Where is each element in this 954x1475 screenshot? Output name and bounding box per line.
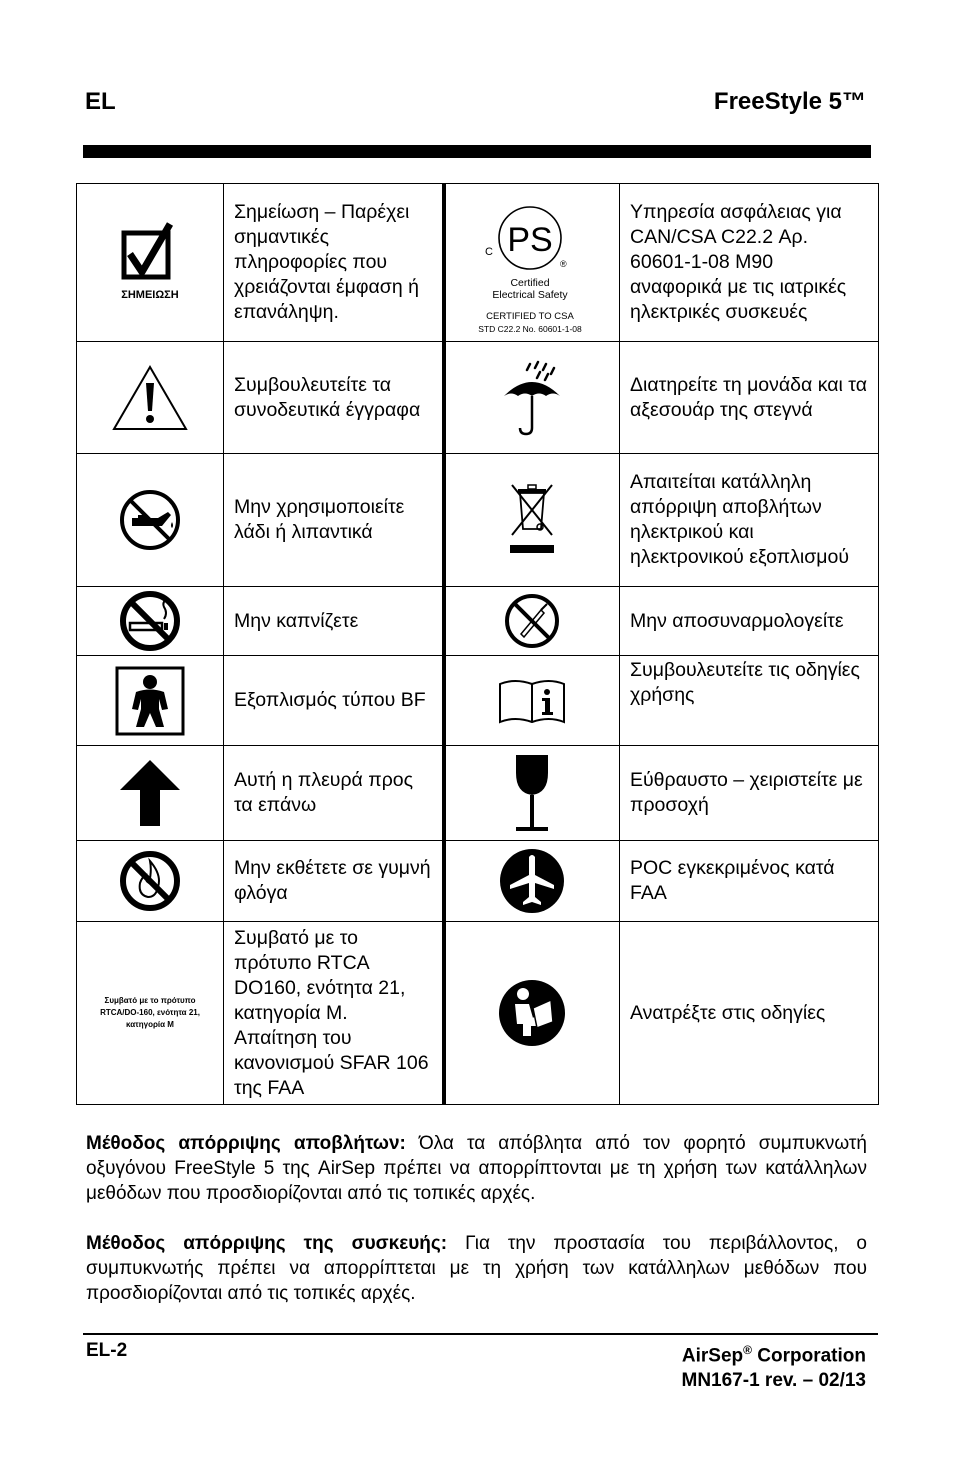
fragile-glass-icon xyxy=(444,746,620,841)
footer-company-name: AirSep xyxy=(681,1345,744,1367)
weee-bin-icon xyxy=(444,454,620,587)
csa-safety-text: Electrical Safety xyxy=(492,288,568,301)
symbol-row xyxy=(77,342,879,454)
note-check-icon xyxy=(77,184,224,342)
csa-registered-mark: ® xyxy=(560,258,567,269)
csa-certified-text: Certified xyxy=(510,276,550,289)
warning-triangle-icon xyxy=(77,342,224,454)
csa-certified-icon xyxy=(444,184,620,342)
symbol-row xyxy=(77,656,879,746)
symbol-description: Σημείωση – Παρέχει σημαντικές πληροφορίες που χρειάζονται έμφαση ή επανάληψη. xyxy=(224,184,444,342)
header-product-name: FreeStyle 5™ xyxy=(713,88,866,115)
device-disposal-paragraph xyxy=(86,1231,867,1306)
registered-mark: ® xyxy=(743,1343,752,1357)
type-bf-icon xyxy=(77,656,224,746)
csa-c-mark: C xyxy=(485,245,494,258)
symbol-description: Διατηρείτε τη μονάδα και τα αξεσουάρ της στεγνά xyxy=(620,342,879,454)
symbol-description: Εύθραυστο – χειριστείτε με προσοχή xyxy=(620,746,879,841)
symbol-description: Μην χρησιμοποιείτε λάδι ή λιπαντικά xyxy=(224,454,444,587)
symbol-row xyxy=(77,841,879,922)
symbol-description: Ανατρέξτε στις οδηγίες xyxy=(620,922,879,1105)
csa-ps-mark: PS xyxy=(507,220,553,259)
header-rule xyxy=(83,145,871,158)
symbols-table xyxy=(76,183,879,1105)
no-open-flame-icon xyxy=(77,841,224,922)
symbol-description: Μην αποσυναρμολογείτε xyxy=(620,587,879,656)
symbol-description: Απαιτείται κατάλληλη απόρριψη αποβλήτων ηλεκτρικού και ηλεκτρονικού εξοπλισμού xyxy=(620,454,879,587)
symbol-row xyxy=(77,746,879,841)
symbol-description: Συμβουλευτείτε τα συνοδευτικά έγγραφα xyxy=(224,342,444,454)
symbol-description: Μην καπνίζετε xyxy=(224,587,444,656)
header-language-code: EL xyxy=(85,88,116,115)
do-not-disassemble-icon xyxy=(444,587,620,656)
symbol-row xyxy=(77,454,879,587)
symbol-row xyxy=(77,922,879,1105)
symbol-row xyxy=(77,587,879,656)
symbol-description: Συμβατό με το πρότυπο RTCA DO160, ενότητα 21, κατηγορία M. Απαίτηση του κανονισμού SFAR 106 της FAA xyxy=(224,922,444,1105)
keep-dry-umbrella-icon xyxy=(444,342,620,454)
airplane-icon xyxy=(444,841,620,922)
symbol-row xyxy=(77,184,879,342)
footer-company xyxy=(682,1338,867,1368)
footer-doc-revision: MN167-1 rev. – 02/13 xyxy=(681,1370,866,1392)
csa-standard-text: STD C22.2 No. 60601-1-08 xyxy=(478,323,582,333)
no-smoking-icon xyxy=(77,587,224,656)
symbol-description: Συμβουλευτείτε τις οδηγίες χρήσης xyxy=(620,656,879,746)
footer-page-number: EL-2 xyxy=(86,1340,128,1361)
symbol-description: Υπηρεσία ασφάλειας για CAN/CSA C22.2 Αρ. 60601-1-08 M90 αναφορικά με τις ιατρικές ηλεκτρικές συσκευές xyxy=(620,184,879,342)
rtca-label-text: Συμβατό με το πρότυπο RTCA/DO-160, ενότητα 21, κατηγορία M xyxy=(100,996,200,1029)
note-icon-label: ΣΗΜΕΙΩΣΗ xyxy=(121,288,179,301)
symbol-description: Εξοπλισμός τύπου BF xyxy=(224,656,444,746)
footer-company-suffix: Corporation xyxy=(752,1345,866,1367)
manual-info-icon xyxy=(444,656,620,746)
footer-company-block xyxy=(682,1338,867,1393)
paragraph-body: Για την προστασία του περιβάλλοντος, ο συμπυκνωτής πρέπει να απορρίπτεται με τη χρήση των κατάλληλων μεθόδων που προσδιορίζονται από τις τοπικές αρχές. xyxy=(86,1233,867,1304)
paragraph-title: Μέθοδος απόρριψης της συσκευής: xyxy=(86,1233,448,1254)
refer-instructions-icon xyxy=(444,922,620,1105)
symbol-description: POC εγκεκριμένος κατά FAA xyxy=(620,841,879,922)
symbol-description: Μην εκθέτετε σε γυμνή φλόγα xyxy=(224,841,444,922)
this-side-up-arrow-icon xyxy=(77,746,224,841)
no-oil-icon xyxy=(77,454,224,587)
symbol-description: Αυτή η πλευρά προς τα επάνω xyxy=(224,746,444,841)
csa-certified-to-text: CERTIFIED TO CSA xyxy=(486,310,575,322)
waste-disposal-paragraph xyxy=(86,1131,867,1206)
paragraph-title: Μέθοδος απόρριψης αποβλήτων: xyxy=(86,1133,406,1154)
footer-rule xyxy=(83,1333,878,1335)
rtca-label-icon xyxy=(77,922,224,1105)
paragraph-body: Όλα τα απόβλητα από τον φορητό συμπυκνωτή οξυγόνου FreeStyle 5 της AirSep πρέπει να απορρίπτονται με τη χρήση των κατάλληλων μεθόδων που προσδιορίζονται από τις τοπικές αρχές. xyxy=(86,1133,867,1204)
